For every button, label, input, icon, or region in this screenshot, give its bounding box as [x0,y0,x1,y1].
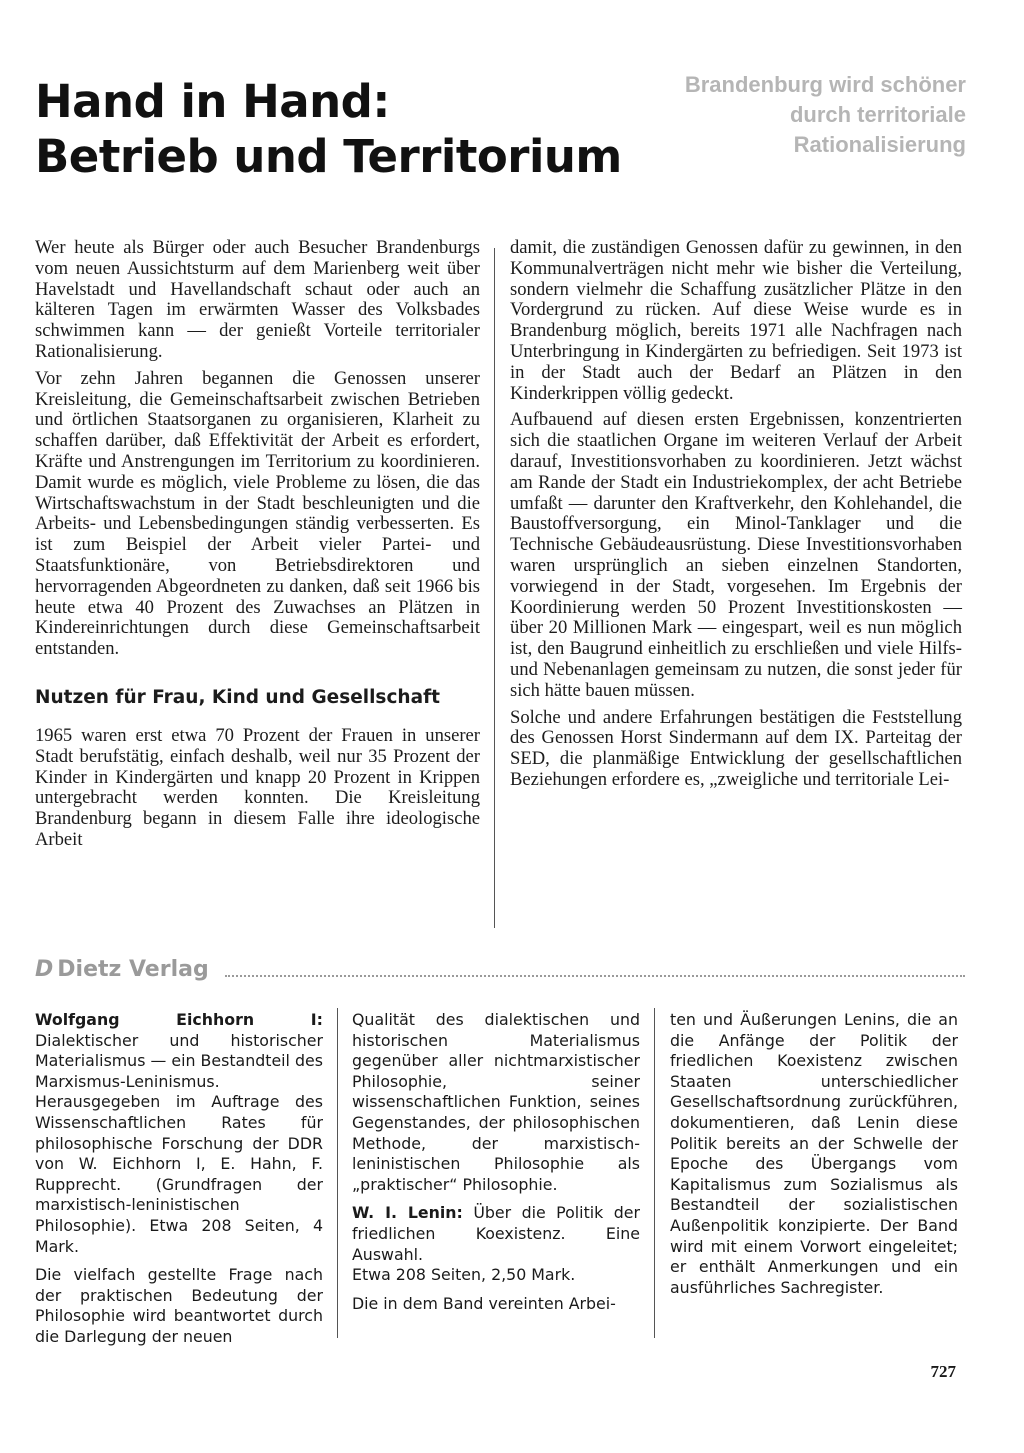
headline-line-2: Betrieb und Territorium [35,130,622,183]
column-divider [654,1008,655,1338]
article-subheading: Nutzen für Frau, Kind und Gesellschaft [35,686,440,708]
page-number: 727 [930,1362,956,1381]
book-author: W. I. Lenin: [352,1203,463,1223]
book-description-continued: Qualität des dialektischen und historischen Materialismus gegenüber aller nichtmarxistischer Philosophie, seiner wissenschaftlichen Funktion, seines Gegenstandes, der philosophischen Methode, der marxistisch-leninistischen Philosophie als „praktischer“ Philosophie. [352,1010,640,1194]
book-price: Etwa 208 Seiten, 2,50 Mark. [352,1265,576,1285]
book-column-1 [35,1010,323,1356]
stamp-line-1: Brandenburg wird schöner [684,72,966,97]
stamp-line-2: durch territoriale [789,102,966,127]
article-paragraph: Solche und andere Erfahrungen bestätigen die Feststellung des Genossen Horst Sindermann auf dem IX. Parteitag der SED, die planmäßige Entwicklung der gesellschaftlichen Beziehungen erfordere es, „zweigliche und territoriale Lei- [510,706,962,790]
book-column-3 [670,1010,958,1306]
headline [35,74,622,184]
article-column-right [510,238,962,797]
article-paragraph: Aufbauend auf diesen ersten Ergebnissen, konzentrierten sich die staatlichen Organe im weiteren Verlauf der Arbeit darauf, Investitionsvorhaben zu koordinieren. Jetzt wächst am Rande der Stadt ein Industriekomplex, der acht Betriebe umfaßt — darunter den Kraftverkehr, den Kohlehandel, die Baustoffversorgung, ein Minol-Tanklager und die Technische Gebäudeausrüstung. Diese Investitionsvorhaben waren ursprünglich an sieben einzelnen Standorten, vorwiegend in der Stadt, vorgesehen. Im Ergebnis der Koordinierung werden 50 Prozent Investitionskosten — über 20 Millionen Mark — eingespart, weil es nun möglich ist, den Baugrund einheitlich zu erschließen und viele Hilfs- und Nebenanlagen gemeinsam zu nutzen, die sonst jeder für sich hätte bauen müssen. [510,409,962,701]
book-entry [352,1203,640,1285]
article-paragraph: Vor zehn Jahren begannen die Genossen unserer Kreisleitung, die Gemeinschaftsarbeit zwischen Betrieben und örtlichen Staatsorganen zu organisieren, Klarheit zu schaffen darüber, daß Effektivität der Arbeit es erfordert, Kräfte und Anstrengungen im Territorium zu koordinieren. Damit wurde es möglich, viele Probleme zu lösen, die das Wirtschaftswachstum in der Stadt beschleunigten und die Arbeits- und Lebensbedingungen ständig verbesserten. Es ist zum Beispiel der Arbeit vieler Partei- und Staatsfunktionäre, von Betriebsdirektoren und hervorragenden Abgeordneten zu danken, daß seit 1966 bis heute etwa 40 Prozent des Zuwachses an Plätzen in Kindereinrichtungen durch diese Gemeinschaftsarbeit entstanden. [35,367,480,660]
headline-line-1: Hand in Hand: [35,75,390,128]
book-description: Die in dem Band vereinten Arbei- [352,1293,616,1313]
article-paragraph: Wer heute als Bürger oder auch Besucher Brandenburgs vom neuen Aussichtsturm auf dem Marienberg weit über Havelstadt und Havellandschaft schaut oder auch an kälteren Tagen im erwärmten Wasser des Volksbades schwimmen kann — der genießt Vorteile territorialer Rationalisierung. [35,237,480,362]
book-column-2 [352,1010,640,1322]
publisher-mark-icon: D [35,957,54,982]
book-description: Die vielfach gestellte Frage nach der praktischen Bedeutung der Philosophie wird beantwortet durch die Darlegung der neuen [35,1265,323,1346]
book-title: Dialektischer und historischer Materialismus — ein Bestandteil des Marxismus-Leninismus. Herausgegeben im Auftrage des Wissenschaftlichen Rates für philosophische Forschung der DDR von W. Eichhorn I, E. Hahn, F. Rupprecht. (Grundfragen der marxistisch-leninistischen Philosophie). Etwa 208 Seiten, 4 Mark. [35,1030,323,1256]
publisher-banner [35,955,965,989]
publisher-name: Dietz Verlag [57,957,209,982]
publisher-logo [35,955,209,985]
article-paragraph: damit, die zuständigen Genossen dafür zu gewinnen, in den Kommunalverträgen nicht mehr wie bisher die Verteilung, sondern vielmehr die Schaffung zusätzlicher Plätze in den Vordergrund zu rücken. Auf diese Weise wurde es in Brandenburg möglich, bereits 1971 alle Nachfragen nach Unterbringung in Kindergärten zu befriedigen. Seit 1973 ist in der Stadt auch der Bedarf an Plätzen in den Kinderkrippen völlig gedeckt. [510,237,962,404]
book-entry [35,1010,323,1257]
dotted-rule [225,975,965,977]
book-author: Wolfgang Eichhorn I: [35,1010,323,1029]
column-divider [337,1008,338,1338]
column-divider [494,248,495,928]
book-title: Über die Politik der friedlichen Koexistenz. Eine Auswahl. [352,1203,640,1264]
article-paragraph: 1965 waren erst etwa 70 Prozent der Frauen in unserer Stadt berufstätig, einfach deshalb, weil nur 35 Prozent der Kinder in Kindergärten und knapp 20 Prozent in Krippen untergebracht werden konnten. Die Kreisleitung Brandenburg begann in diesem Falle ihre ideologische Arbeit [35,724,480,850]
stamp-line-3: Rationalisierung [793,132,966,157]
book-description-continued: ten und Äußerungen Lenins, die an die Anfänge der Politik der friedlichen Koexistenz zwischen Staaten unterschiedlicher Gesellschaftsordnung zurückführen, dokumentieren, daß Lenin diese Politik bereits an der Schwelle der Epoche des Übergangs vom Kapitalismus zum Sozialismus als Bestandteil der sozialistischen Außenpolitik konzipierte. Der Band wird mit einem Vorwort eingeleitet; er enthält Anmerkungen und ein ausführliches Sachregister. [670,1010,958,1297]
article-column-left [35,238,480,857]
series-stamp [685,70,966,160]
